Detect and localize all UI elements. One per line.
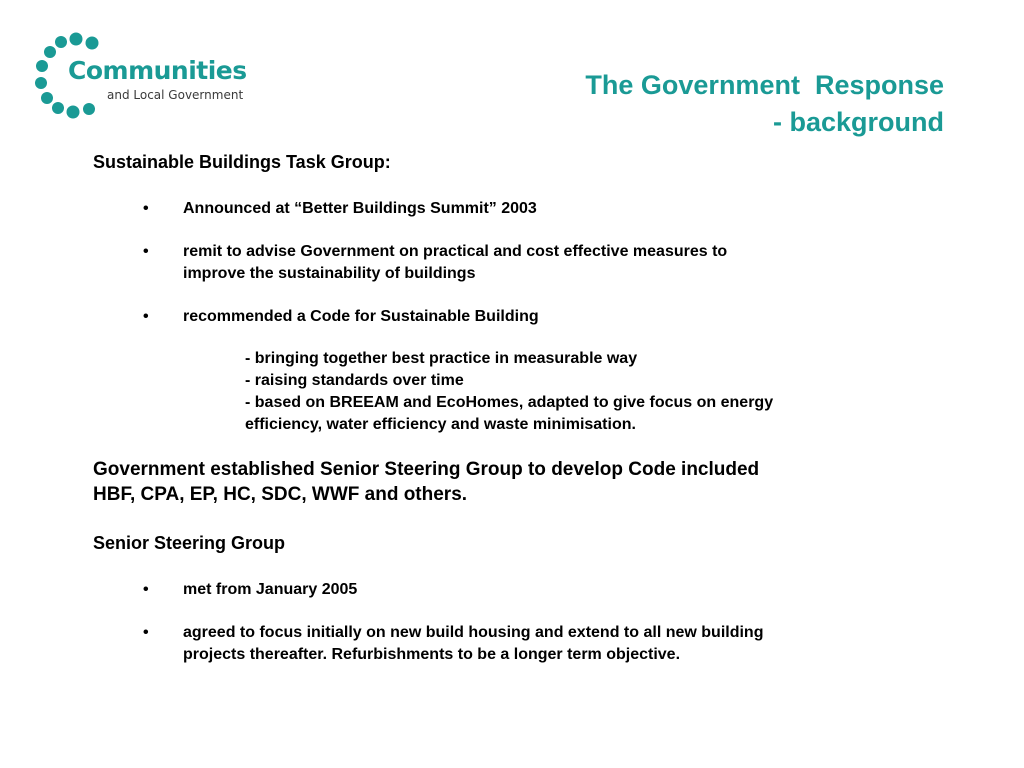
bullet-recommended: recommended a Code for Sustainable Building (183, 308, 539, 325)
logo-title: Communities (68, 56, 247, 85)
bullet-marker: • (143, 200, 149, 217)
task-group-heading: Sustainable Buildings Task Group: (93, 152, 391, 172)
government-paragraph-line-2: HBF, CPA, EP, HC, SDC, WWF and others. (93, 484, 468, 505)
code-point-3-line-2: efficiency, water efficiency and waste minimisation. (245, 416, 636, 433)
logo-subtitle: and Local Government (107, 88, 244, 102)
slide-title-line-1: The Government Response (585, 70, 944, 100)
bullet-remit-line-1: remit to advise Government on practical and cost effective measures to (183, 243, 728, 260)
bullet-met: met from January 2005 (183, 581, 358, 598)
government-paragraph-line-1: Government established Senior Steering Group to develop Code included (93, 459, 760, 480)
bullet-announced: Announced at “Better Buildings Summit” 2003 (183, 200, 537, 217)
ssg-heading: Senior Steering Group (93, 533, 286, 553)
code-point-1: - bringing together best practice in measurable way (245, 350, 638, 367)
bullet-remit-line-2: improve the sustainability of buildings (183, 265, 476, 282)
slide-title-line-2: - background (772, 107, 944, 137)
bullet-marker: • (143, 581, 149, 598)
code-point-3-line-1: - based on BREEAM and EcoHomes, adapted to give focus on energy (245, 394, 774, 411)
code-point-2: - raising standards over time (245, 372, 464, 389)
bullet-marker: • (143, 308, 149, 325)
bullet-marker: • (143, 624, 149, 641)
bullet-marker: • (143, 243, 149, 260)
bullet-agreed-line-2: projects thereafter. Refurbishments to be a longer term objective. (183, 646, 681, 663)
bullet-agreed-line-1: agreed to focus initially on new build housing and extend to all new building (183, 624, 764, 641)
